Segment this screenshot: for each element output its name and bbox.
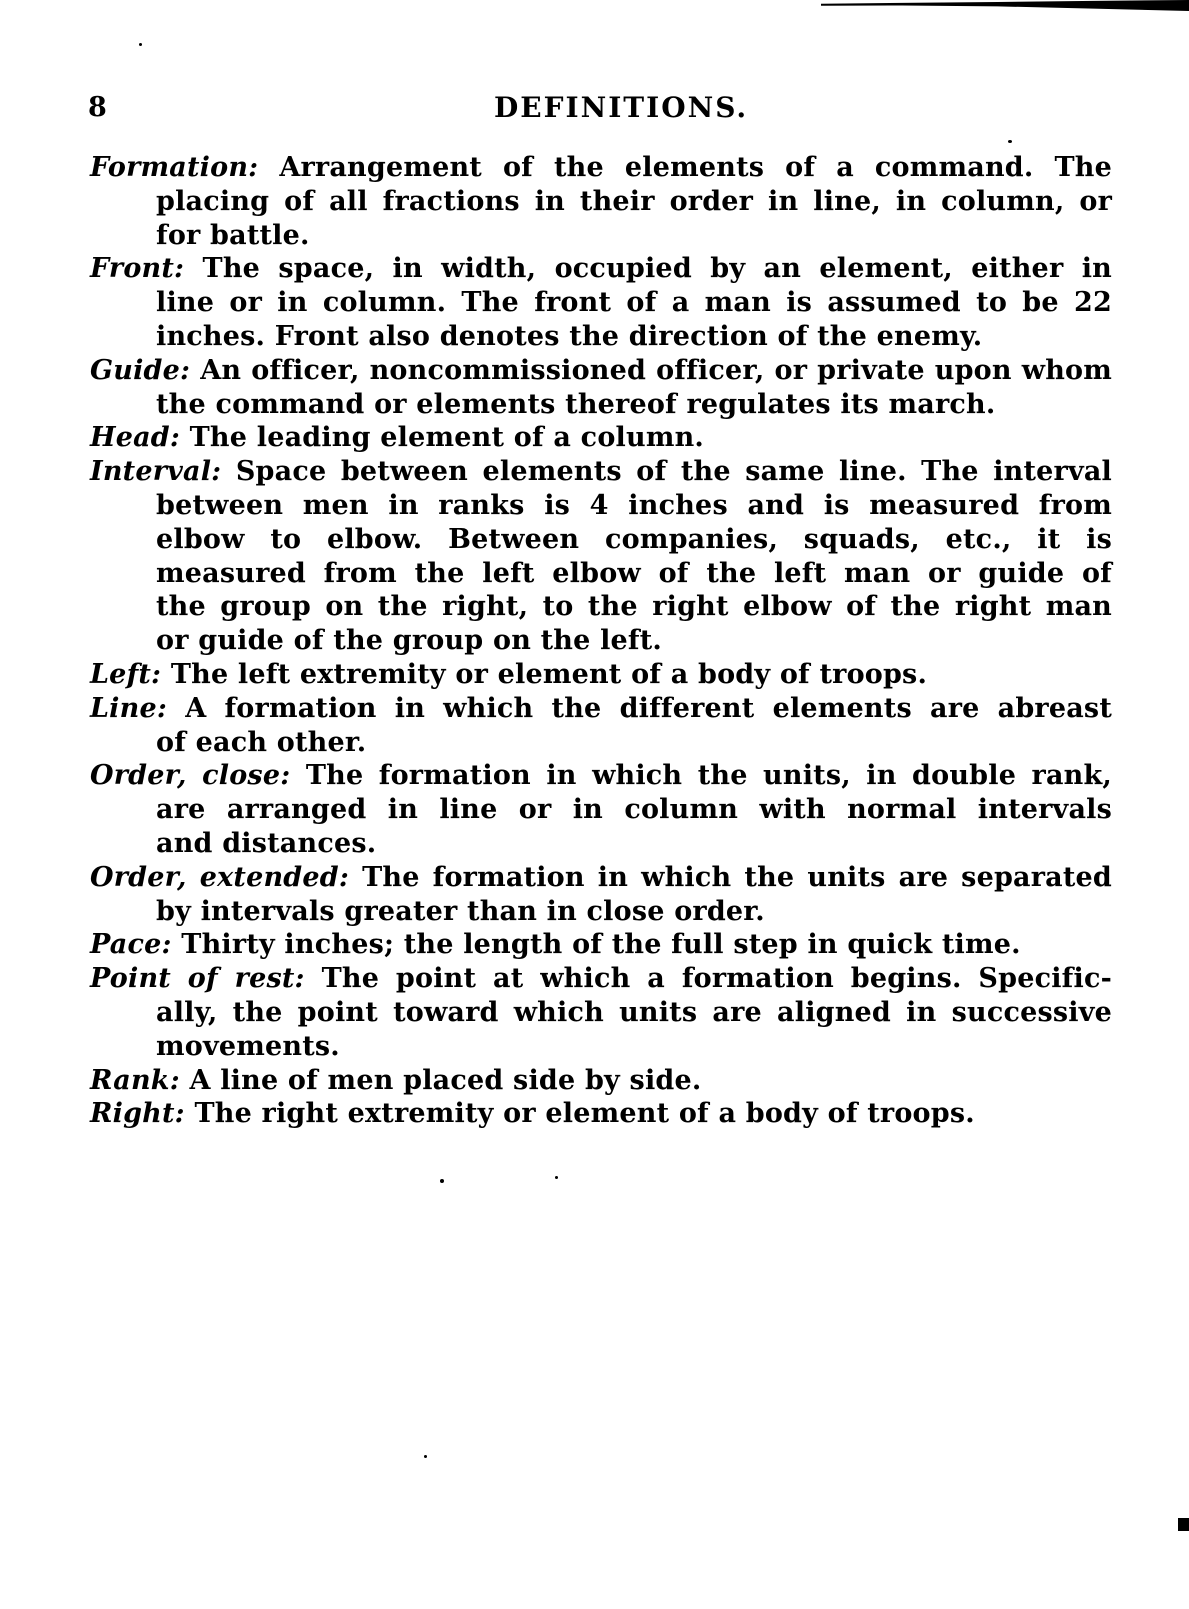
definition-term: Order, close: <box>90 760 291 792</box>
definition-term: Guide: <box>90 354 191 386</box>
definition-line: Head: The leading element of a column. <box>90 422 705 454</box>
definition-term: Formation: <box>90 152 259 183</box>
page-number: 8 <box>88 92 107 123</box>
definition-line: by intervals greater than in close order. <box>156 895 765 927</box>
definition-line: of each other. <box>156 726 367 758</box>
definition-term: Point of rest: <box>90 963 305 995</box>
definition-term: Order, extended: <box>90 861 349 893</box>
definition-term: Line: <box>90 692 168 724</box>
definition-line: Guide: An officer, noncommissioned officer, or private upon whom <box>90 354 1112 386</box>
definition-term: Left: <box>90 658 162 690</box>
scan-speck <box>555 1176 558 1179</box>
definition-term: Head: <box>90 422 181 454</box>
scan-streak-top-right <box>821 0 1189 11</box>
definition-line: are arranged in line or in column with normal intervals <box>156 794 1112 826</box>
definition-line: Order, extended: The formation in which the units are separated <box>90 861 1112 893</box>
definition-term: Interval: <box>90 456 222 488</box>
definition-line: Left: The left extremity or element of a body of troops. <box>90 658 928 690</box>
definition-line: movements. <box>156 1030 340 1062</box>
definitions-list <box>90 151 1112 1131</box>
definition-line: Rank: A line of men placed side by side. <box>90 1064 702 1096</box>
definition-line: Front: The space, in width, occupied by an element, either in <box>90 253 1112 285</box>
scan-mark-right-edge <box>1178 1518 1189 1531</box>
definition-line: the group on the right, to the right elbow of the right man <box>156 591 1112 623</box>
definition-line: Line: A formation in which the different elements are abreast <box>90 692 1112 724</box>
definition-line: placing of all fractions in their order in line, in column, or <box>156 185 1112 217</box>
definition-line: Order, close: The formation in which the units, in double rank, <box>90 760 1112 792</box>
definition-line: elbow to elbow. Between companies, squads, etc., it is <box>156 523 1112 555</box>
scan-speck <box>1008 140 1012 143</box>
definition-line: Interval: Space between elements of the same line. The interval <box>90 456 1112 488</box>
page-title: DEFINITIONS. <box>494 91 749 124</box>
definition-line: measured from the left elbow of the left man or guide of <box>156 557 1112 589</box>
definition-term: Front: <box>90 253 185 285</box>
definition-line: ally, the point toward which units are aligned in successive <box>156 996 1112 1028</box>
definition-line: Right: The right extremity or element of a body of troops. <box>90 1098 975 1130</box>
definition-line: Pace: Thirty inches; the length of the full step in quick time. <box>90 929 1021 961</box>
definition-line: for battle. <box>156 219 310 251</box>
definition-term: Rank: <box>90 1064 180 1096</box>
definition-line: Formation: Arrangement of the elements of a command. The <box>90 152 1112 183</box>
definition-line: and distances. <box>156 827 377 859</box>
scan-speck <box>440 1179 444 1183</box>
definition-line: Point of rest: The point at which a formation begins. Specific- <box>90 963 1112 995</box>
definition-term: Pace: <box>90 929 172 961</box>
definition-line: line or in column. The front of a man is assumed to be 22 <box>156 287 1112 319</box>
definition-line: between men in ranks is 4 inches and is measured from <box>156 489 1112 521</box>
scan-speck <box>424 1455 427 1458</box>
definition-line: inches. Front also denotes the direction of the enemy. <box>156 320 983 352</box>
definition-line: the command or elements thereof regulates its march. <box>156 388 996 420</box>
definition-line: or guide of the group on the left. <box>156 625 663 657</box>
definition-term: Right: <box>90 1098 185 1130</box>
scan-speck <box>139 43 142 46</box>
